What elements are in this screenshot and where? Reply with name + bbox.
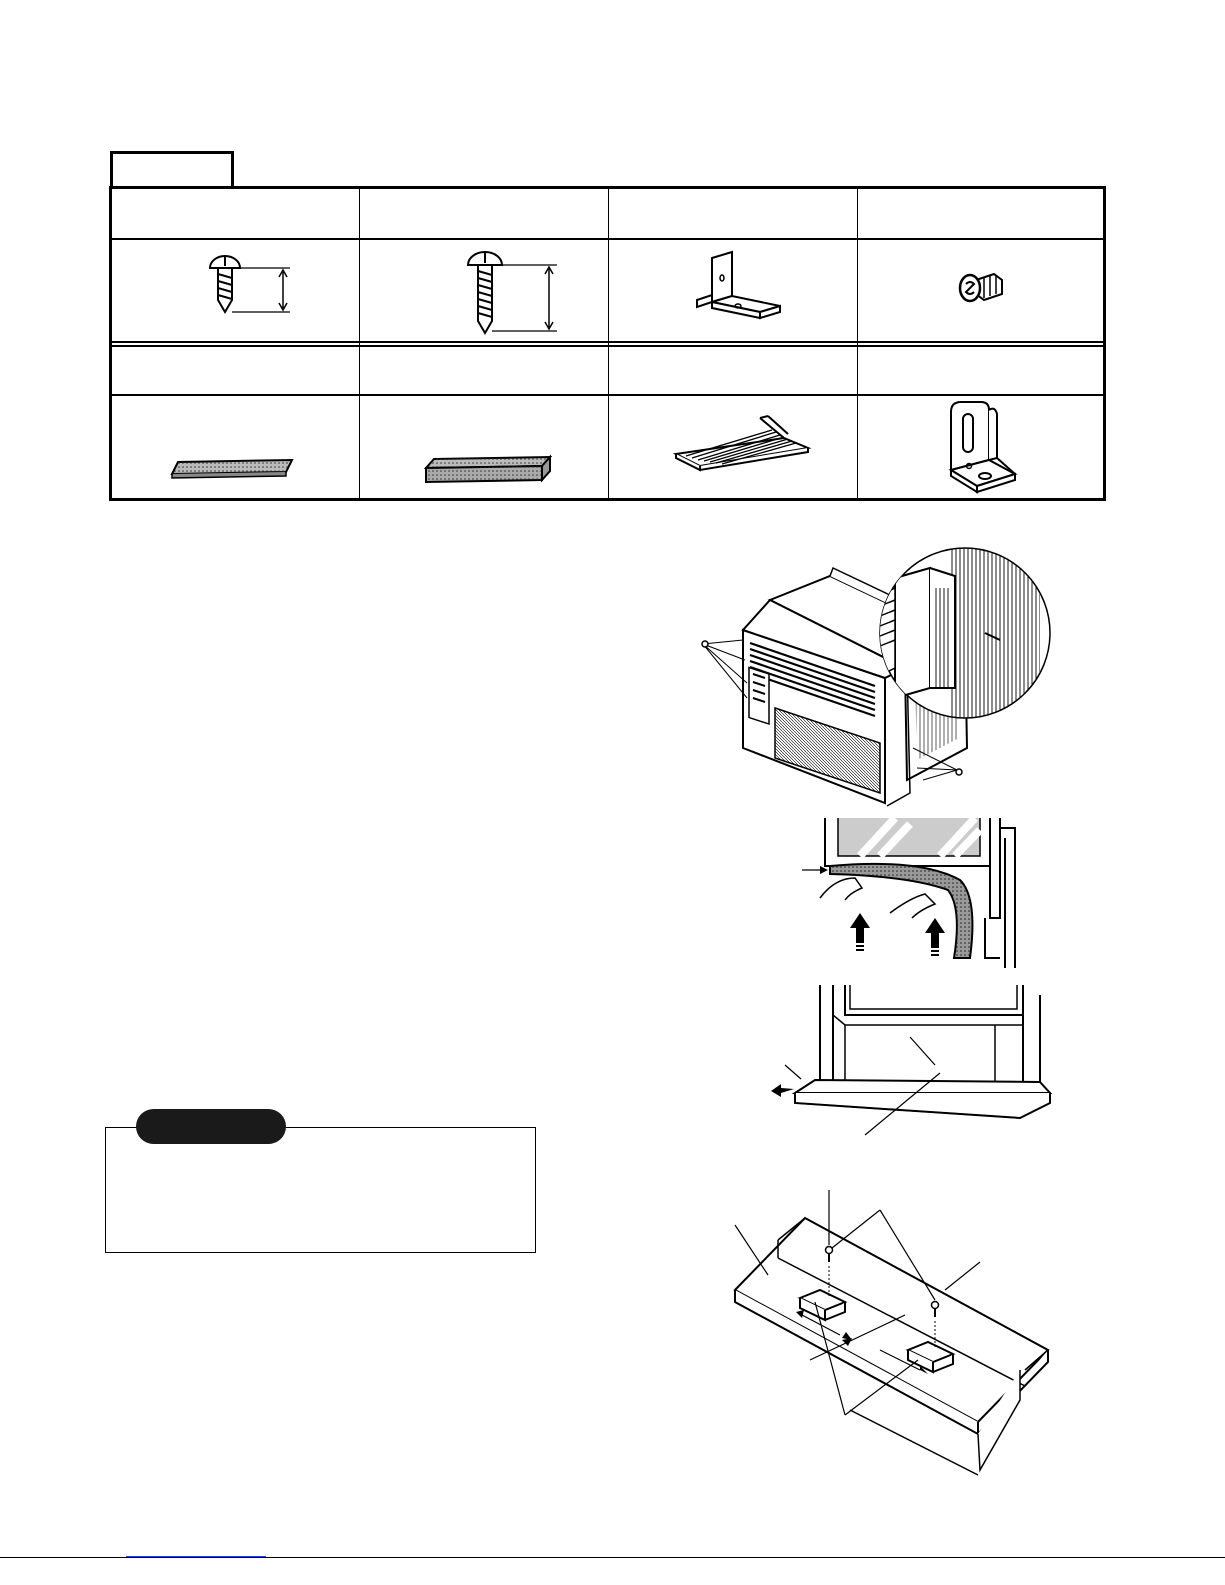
- footer-link[interactable]: [126, 1556, 266, 1557]
- parts-tab: [110, 151, 234, 187]
- air-conditioner-unit-illustration: [695, 548, 1030, 803]
- thick-foam-strip-icon: [424, 454, 554, 486]
- note-box: [105, 1127, 536, 1253]
- note-label-badge: [136, 1109, 286, 1144]
- table-header-cell: [112, 189, 359, 238]
- angle-bracket-icon: [692, 250, 782, 330]
- sill-bracket-assembly-illustration: [730, 1190, 1060, 1485]
- grille-frame-icon: [672, 410, 812, 475]
- table-header-cell: [609, 189, 856, 238]
- window-foam-seal-illustration: [800, 818, 1025, 968]
- long-screw-icon: [462, 247, 562, 337]
- table-header-cell: [858, 189, 1105, 238]
- l-bracket-icon: [945, 400, 1020, 495]
- table-header-cell: [609, 346, 856, 394]
- footer-rule: [0, 1557, 1225, 1558]
- table-header-cell: [360, 346, 607, 394]
- thin-foam-strip-icon: [170, 458, 295, 480]
- table-header-cell: [360, 189, 607, 238]
- table-header-cell: [112, 346, 359, 394]
- bolt-icon: [956, 266, 1006, 311]
- short-screw-icon: [205, 250, 295, 320]
- table-header-cell: [858, 346, 1105, 394]
- window-sill-illustration: [765, 985, 1055, 1140]
